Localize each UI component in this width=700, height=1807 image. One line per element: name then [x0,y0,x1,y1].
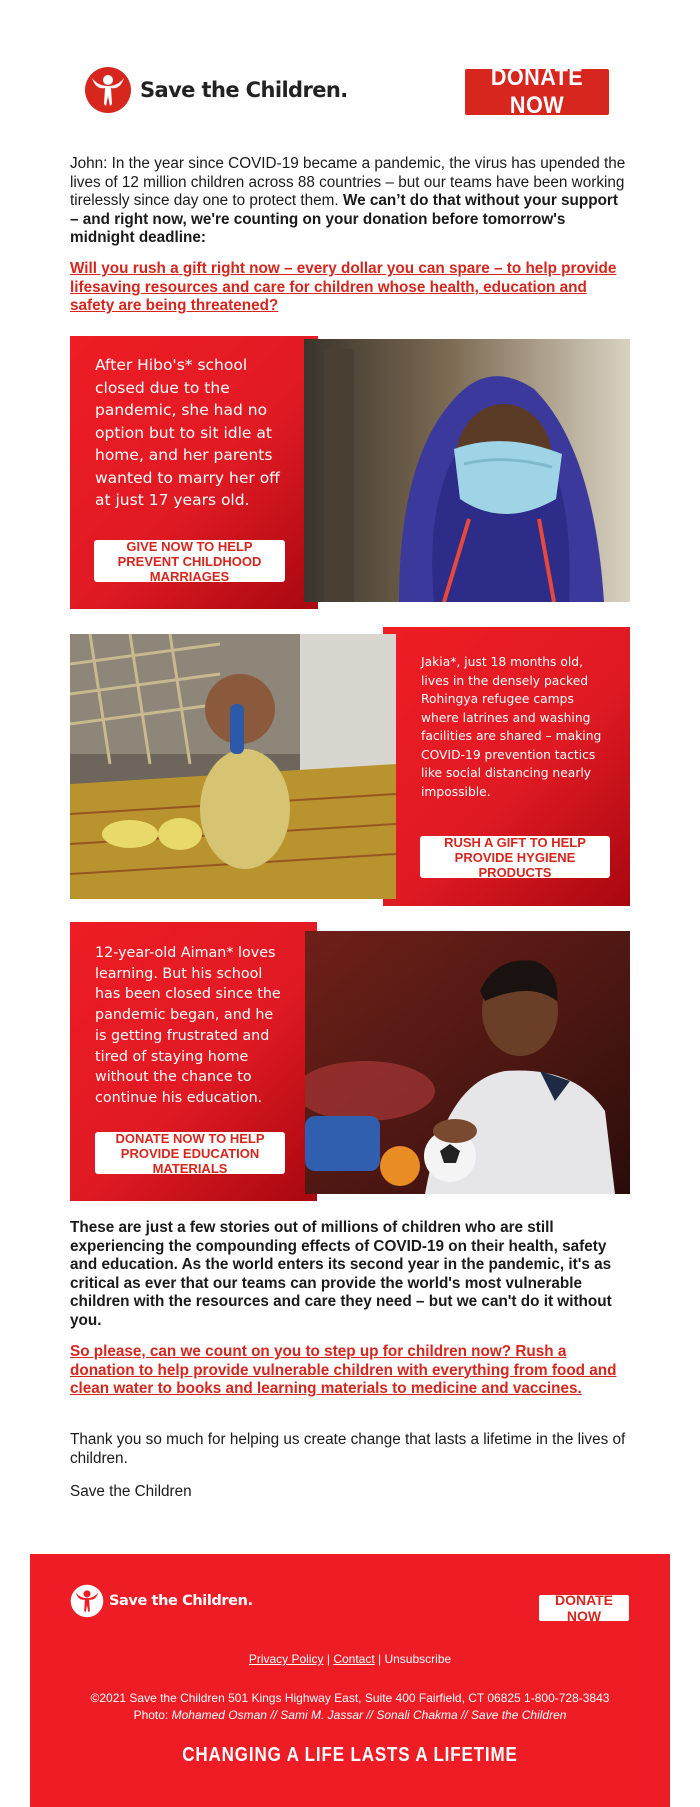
thanks-paragraph: Thank you so much for helping us create change that lasts a lifetime in the lives of children. [70,1431,626,1467]
intro-bold-text: We can’t do that without your support – and right now, we're counting on your donation before tomorrow's midnight deadline: [70,192,618,246]
ask2-link[interactable]: So please, can we count on you to step up for children now? Rush a donation to help provide vulnerable children with everything from food and clean water to books and learning materials to medicine and vaccines. [70,1343,617,1397]
cta-prevent-childhood-marriages[interactable]: GIVE NOW TO HELP PREVENT CHILDHOOD MARRIAGES [94,540,285,582]
toddler-refugee-camp-image [70,634,396,899]
footer-links: Privacy Policy | Contact | Unsubscribe [248,1652,452,1666]
body-paragraph: These are just a few stories out of millions of children who are still experiencing the compounding effects of COVID-19 on their health, safety and education. As the world enters its second year in the pandemic, it's as critical as ever that our teams can provide the world's most vulnerable children with the resources and care they need – but we can't do it without you. [70,1219,612,1329]
donate-now-button[interactable]: DONATE NOW [465,69,609,115]
photo-credits: Mohamed Osman // Sami M. Jassar // Sonali Chakma // Save the Children [171,1708,567,1722]
save-the-children-logo-icon [84,66,132,114]
brand-logo[interactable] [84,66,348,114]
story-text-hibo: After Hibo's* school closed due to the pandemic, she had no option but to sit idle at home, and her parents wanted to marry her off at just 17 years old. [95,356,280,509]
cta-education-materials[interactable]: DONATE NOW TO HELP PROVIDE EDUCATION MATERIALS [95,1132,285,1174]
intro-text: John: In the year since COVID-19 became a pandemic, the virus has upended the lives of 12 million children across 88 countries – but our teams have been working tirelessly since day one to protect them. [70,155,626,209]
footer-donate-button[interactable]: DONATE NOW [539,1595,629,1621]
footer-tagline: CHANGING A LIFE LASTS A LIFETIME [182,1744,518,1766]
boy-with-ball-image [305,931,630,1194]
photo-aiman [305,931,630,1194]
story-text-jakia: Jakia*, just 18 months old, lives in the densely packed Rohingya refugee camps where latrines and washing facilities are shared – making COVID-19 prevention tactics like social distancing nearly impossible. [421,655,602,799]
signature: Save the Children [70,1483,192,1500]
photo-jakia [70,634,396,899]
photo-credits-line [30,1707,670,1724]
footer [30,1554,670,1807]
unsubscribe-link[interactable]: Unsubscribe [384,1652,452,1666]
privacy-policy-link[interactable]: Privacy Policy [248,1652,324,1666]
photo-label: Photo: [133,1708,172,1722]
girl-with-mask-image [304,339,630,602]
address-line: ©2021 Save the Children 501 Kings Highway East, Suite 400 Fairfield, CT 06825 1-800-728-3843 [90,1691,610,1705]
story-text-aiman: 12-year-old Aiman* loves learning. But his school has been closed since the pandemic began, and he is getting frustrated and tired of staying home without the chance to continue his education. [95,945,281,1106]
footer-logo-icon [70,1584,104,1618]
footer-logo[interactable] [70,1584,253,1618]
ask-link[interactable]: Will you rush a gift right now – every dollar you can spare – to help provide lifesaving resources and care for children whose health, education and safety are being threatened? [70,260,617,314]
intro-paragraph [70,155,630,248]
cta-hygiene-products[interactable]: RUSH A GIFT TO HELP PROVIDE HYGIENE PRODUCTS [420,836,610,878]
footer-brand-name: Save the Children. [109,1593,253,1609]
photo-hibo [304,339,630,602]
brand-name: Save the Children. [140,78,348,102]
contact-link[interactable]: Contact [333,1652,375,1666]
footer-address [30,1690,670,1724]
